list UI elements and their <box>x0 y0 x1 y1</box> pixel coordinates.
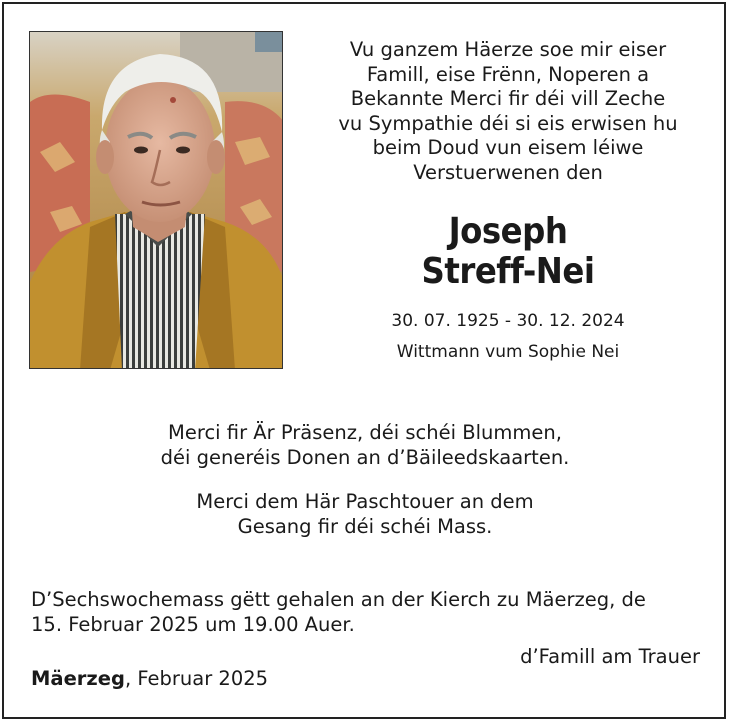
intro-line: Bekannte Merci fir déi vill Zeche <box>350 87 666 110</box>
mass-line: D’Sechswochemass gëtt gehalen an der Kierch zu Mäerzeg, de <box>31 588 646 611</box>
portrait-photo <box>29 31 283 369</box>
thanks-line: Merci dem Här Paschtouer an dem <box>196 490 534 513</box>
first-name: Joseph <box>448 211 568 252</box>
place-date-text: , Februar 2025 <box>124 667 269 690</box>
thanks-line: Gesang fir déi schéi Mass. <box>237 514 493 538</box>
mass-line: 15. Februar 2025 um 19.00 Auer. <box>31 613 355 636</box>
thanks-block-2 <box>0 490 730 539</box>
intro-line: vu Sympathie déi si eis erwisen hu <box>338 111 678 135</box>
deceased-name <box>318 212 698 292</box>
place-date <box>31 667 268 691</box>
life-dates: 30. 07. 1925 - 30. 12. 2024 <box>391 311 625 331</box>
thanks-block-1 <box>0 421 730 470</box>
relation-text: Wittmann vum Sophie Nei <box>396 342 620 362</box>
intro-line: beim Doud vun eisem léiwe <box>372 136 644 159</box>
thanks-line: déi generéis Donen an d’Bäileedskaarten. <box>160 445 570 469</box>
family-signature: d’Famill am Trauer <box>520 645 700 668</box>
intro-text <box>318 38 698 185</box>
place-name: Mäerzeg <box>31 667 125 690</box>
intro-line: Verstuerwenen den <box>413 160 603 184</box>
last-name: Streff-Nei <box>421 251 595 292</box>
mass-announcement <box>31 587 711 637</box>
thanks-line: Merci fir Är Präsenz, déi schéi Blummen, <box>168 421 562 444</box>
intro-line: Vu ganzem Häerze soe mir eiser <box>349 38 667 61</box>
intro-line: Famill, eise Frënn, Noperen a <box>366 62 650 86</box>
